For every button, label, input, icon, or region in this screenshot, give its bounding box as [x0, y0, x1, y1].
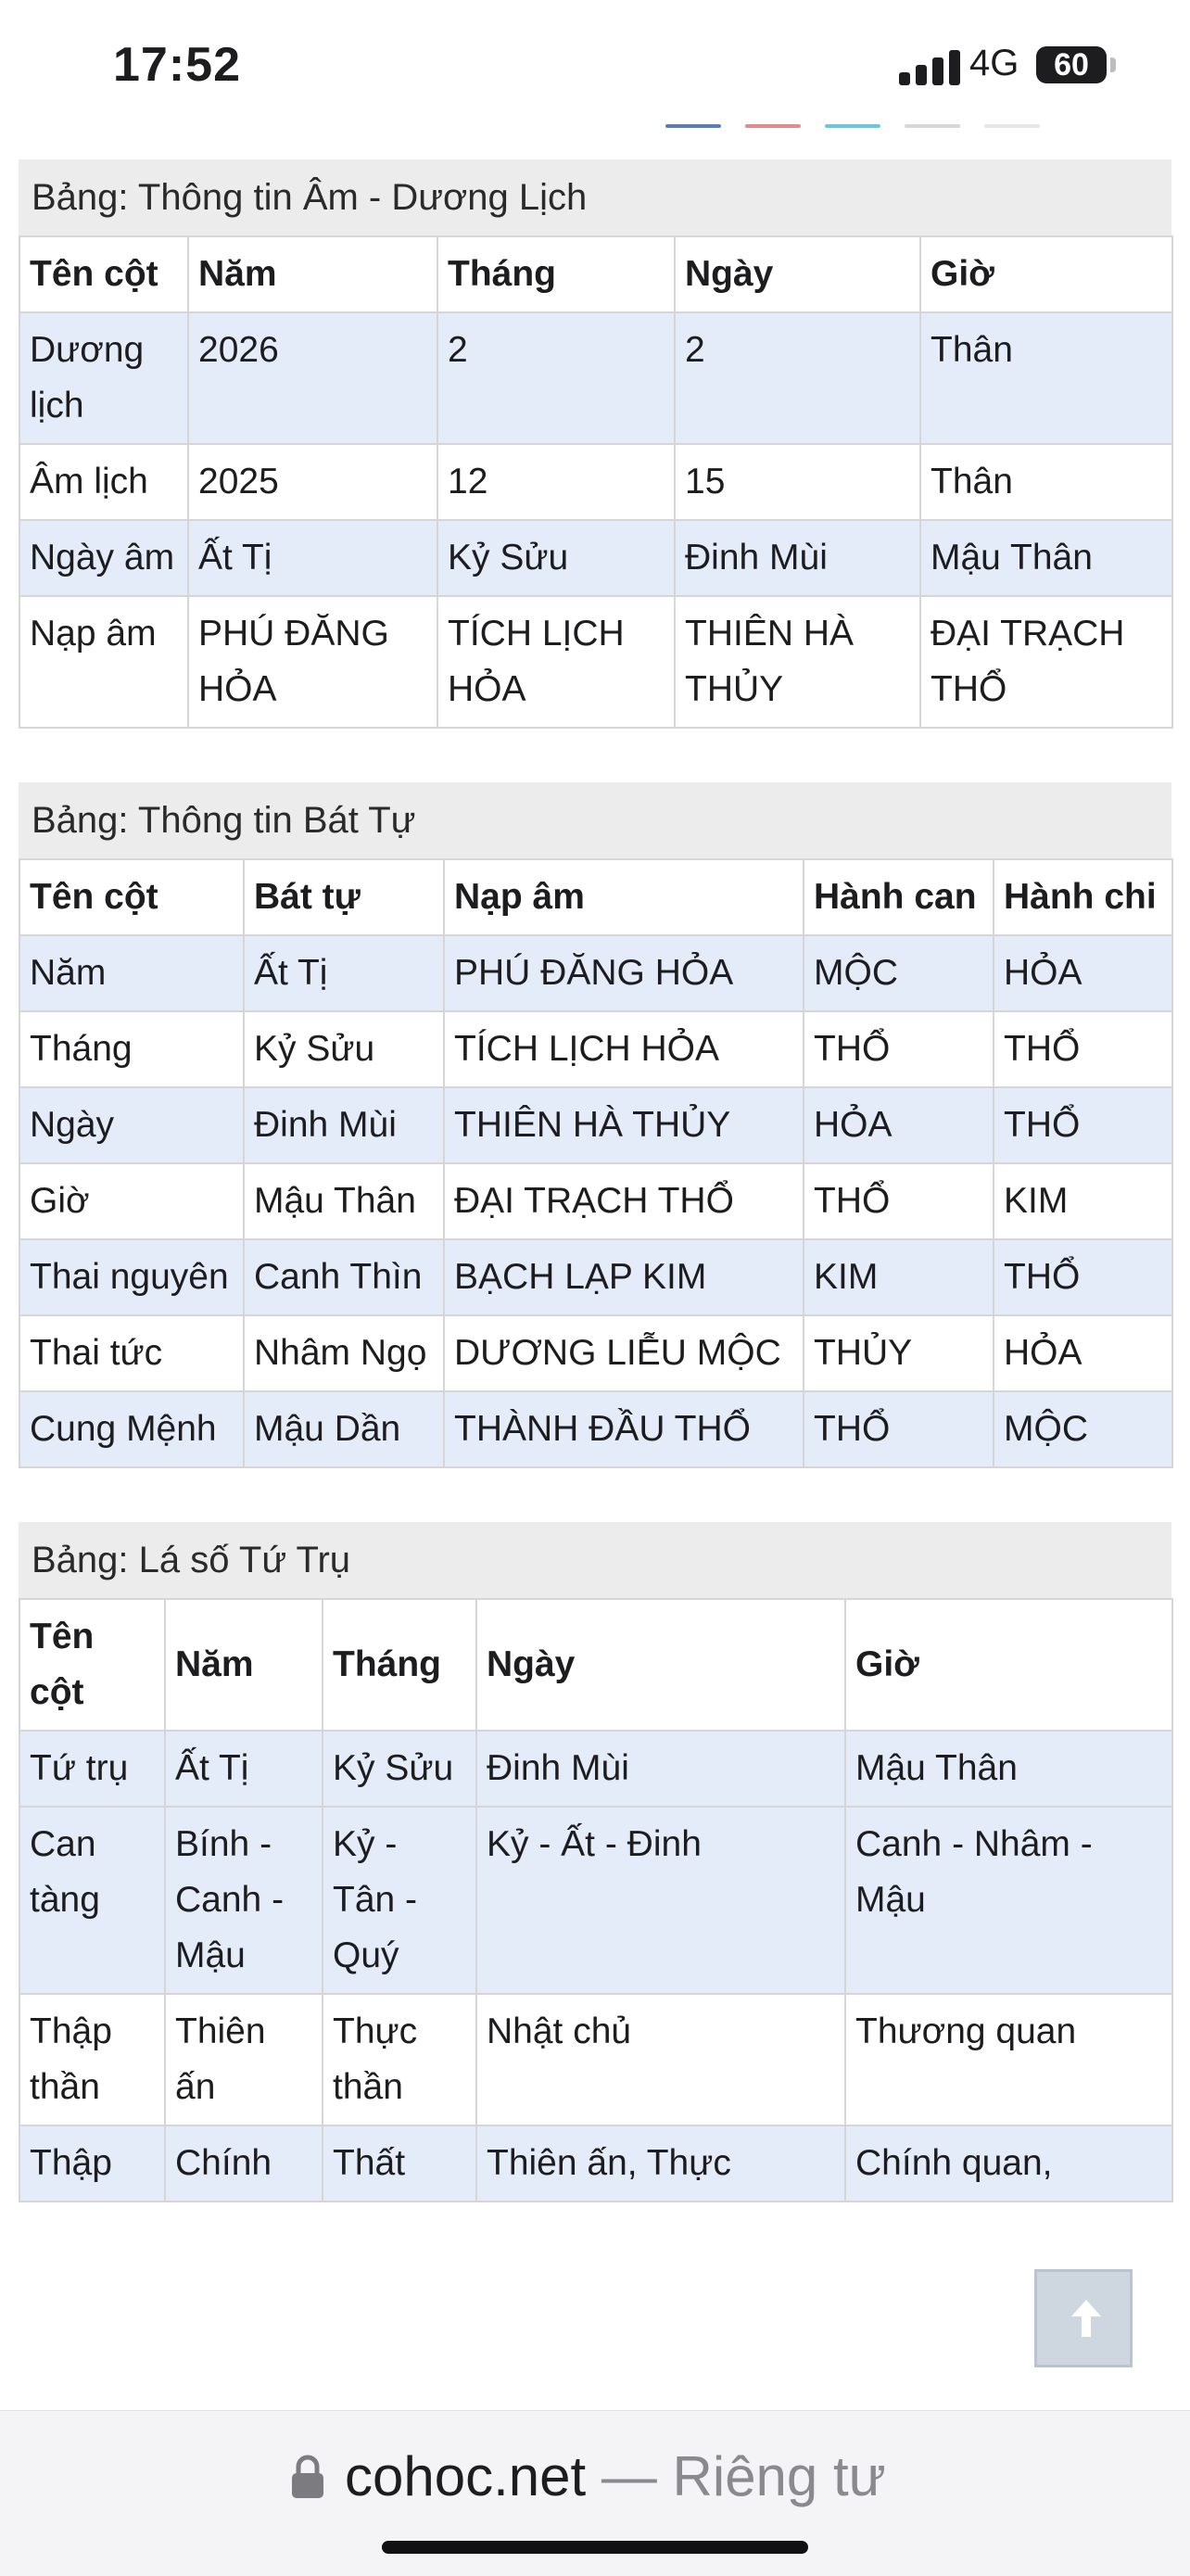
- table-row: [19, 1315, 1172, 1391]
- share-strip-other[interactable]: [984, 124, 1040, 128]
- table-row: [19, 520, 1172, 596]
- table-cell: Canh - Nhâm - Mậu: [845, 1807, 1172, 1994]
- battery-nub: [1110, 57, 1116, 72]
- table-cell: Kỷ - Ất - Đinh: [476, 1807, 845, 1994]
- table-cell: Nhâm Ngọ: [244, 1315, 444, 1391]
- table-caption: Bảng: Lá số Tứ Trụ: [19, 1522, 1171, 1598]
- url-privacy-label: — Riêng tư: [601, 2445, 886, 2507]
- table-caption: Bảng: Thông tin Âm - Dương Lịch: [19, 159, 1171, 235]
- header-cell: Hành can: [804, 859, 994, 935]
- table-cell: 2026: [188, 312, 437, 444]
- table-cell: Can tàng: [19, 1807, 165, 1994]
- header-cell: Bát tự: [244, 859, 444, 935]
- header-cell: Tháng: [437, 236, 675, 312]
- table-cell: Dương lịch: [19, 312, 188, 444]
- status-time: 17:52: [113, 38, 241, 92]
- tu-tru-table: [19, 1598, 1173, 2202]
- table-cell: Kỷ Sửu: [323, 1731, 476, 1807]
- table-cell: Thất: [323, 2126, 476, 2202]
- table-row: [19, 2126, 1172, 2202]
- table-cell: Kỷ Sửu: [437, 520, 675, 596]
- table-cell: Thực thần: [323, 1994, 476, 2126]
- table-cell: HỎA: [804, 1087, 994, 1163]
- table-cell: Đinh Mùi: [244, 1087, 444, 1163]
- url-domain: cohoc.net: [345, 2445, 587, 2507]
- table-cell: Chính quan,: [845, 2126, 1172, 2202]
- scroll-to-top-button[interactable]: [1034, 2269, 1133, 2367]
- table-cell: Mậu Thân: [244, 1163, 444, 1239]
- table-cell: Đinh Mùi: [675, 520, 920, 596]
- table-row: [19, 1391, 1172, 1467]
- table-cell: PHÚ ĐĂNG HỎA: [188, 596, 437, 728]
- share-strip-pinterest[interactable]: [745, 124, 801, 128]
- table-cell: 2025: [188, 444, 437, 520]
- table-cell: DƯƠNG LIỄU MỘC: [444, 1315, 804, 1391]
- table-cell: 15: [675, 444, 920, 520]
- table-cell: THỔ: [804, 1163, 994, 1239]
- table-cell: Thai nguyên: [19, 1239, 244, 1315]
- table-cell: 12: [437, 444, 675, 520]
- table-header-row: [19, 859, 1172, 935]
- table-cell: BẠCH LẠP KIM: [444, 1239, 804, 1315]
- lock-icon: [289, 2454, 326, 2500]
- share-strip-email[interactable]: [905, 124, 960, 128]
- table-cell: Thương quan: [845, 1994, 1172, 2126]
- share-strip-twitter[interactable]: [825, 124, 880, 128]
- table-cell: Âm lịch: [19, 444, 188, 520]
- browser-address-bar[interactable]: [0, 2410, 1190, 2576]
- table-row: [19, 1011, 1172, 1087]
- table-row: [19, 1087, 1172, 1163]
- table-cell: THỦY: [804, 1315, 994, 1391]
- table-row: [19, 1163, 1172, 1239]
- header-cell: Ngày: [476, 1599, 845, 1731]
- table-cell: THỔ: [994, 1239, 1172, 1315]
- table-cell: Mậu Dần: [244, 1391, 444, 1467]
- table-cell: THỔ: [994, 1011, 1172, 1087]
- table-row: [19, 596, 1172, 728]
- header-cell: Nạp âm: [444, 859, 804, 935]
- lunar-solar-table: [19, 235, 1173, 729]
- table-cell: Mậu Thân: [920, 520, 1172, 596]
- table-cell: Bính - Canh - Mậu: [165, 1807, 323, 1994]
- table-cell: THIÊN HÀ THỦY: [675, 596, 920, 728]
- table-cell: Kỷ Sửu: [244, 1011, 444, 1087]
- table-cell: MỘC: [804, 935, 994, 1011]
- table-row: [19, 312, 1172, 444]
- table-row: [19, 1239, 1172, 1315]
- table-cell: THỔ: [804, 1011, 994, 1087]
- table-cell: KIM: [804, 1239, 994, 1315]
- header-cell: Giờ: [920, 236, 1172, 312]
- table-cell: Nhật chủ: [476, 1994, 845, 2126]
- table-header-row: [19, 1599, 1172, 1731]
- battery-icon: 60: [1036, 46, 1107, 83]
- table-cell: MỘC: [994, 1391, 1172, 1467]
- header-cell: Tên cột: [19, 859, 244, 935]
- table-cell: ĐẠI TRẠCH THỔ: [920, 596, 1172, 728]
- table-cell: Ngày âm: [19, 520, 188, 596]
- table-cell: TÍCH LỊCH HỎA: [444, 1011, 804, 1087]
- table-cell: THÀNH ĐẦU THỔ: [444, 1391, 804, 1467]
- table-row: [19, 1807, 1172, 1994]
- table-cell: Canh Thìn: [244, 1239, 444, 1315]
- table-row: [19, 1731, 1172, 1807]
- table-cell: Ất Tị: [165, 1731, 323, 1807]
- tu-tru-table-section: [19, 1522, 1171, 2202]
- table-cell: Thập: [19, 2126, 165, 2202]
- table-cell: ĐẠI TRẠCH THỔ: [444, 1163, 804, 1239]
- table-cell: Thiên ấn: [165, 1994, 323, 2126]
- table-cell: Thập thần: [19, 1994, 165, 2126]
- header-cell: Hành chi: [994, 859, 1172, 935]
- header-cell: Giờ: [845, 1599, 1172, 1731]
- table-cell: Ất Tị: [188, 520, 437, 596]
- table-cell: THIÊN HÀ THỦY: [444, 1087, 804, 1163]
- header-cell: Tên cột: [19, 236, 188, 312]
- bat-tu-table: [19, 858, 1173, 1468]
- table-cell: Thân: [920, 444, 1172, 520]
- home-indicator[interactable]: [382, 2541, 808, 2554]
- table-cell: Thiên ấn, Thực: [476, 2126, 845, 2202]
- table-cell: Tháng: [19, 1011, 244, 1087]
- header-cell: Tên cột: [19, 1599, 165, 1731]
- table-cell: TÍCH LỊCH HỎA: [437, 596, 675, 728]
- table-cell: Mậu Thân: [845, 1731, 1172, 1807]
- table-cell: 2: [437, 312, 675, 444]
- header-cell: Tháng: [323, 1599, 476, 1731]
- table-cell: Cung Mệnh: [19, 1391, 244, 1467]
- header-cell: Ngày: [675, 236, 920, 312]
- page-content: [19, 159, 1171, 2256]
- arrow-up-icon: [1060, 2292, 1112, 2344]
- table-cell: Nạp âm: [19, 596, 188, 728]
- table-cell: PHÚ ĐĂNG HỎA: [444, 935, 804, 1011]
- table-header-row: [19, 236, 1172, 312]
- header-cell: Năm: [188, 236, 437, 312]
- table-cell: HỎA: [994, 1315, 1172, 1391]
- table-row: [19, 935, 1172, 1011]
- header-cell: Năm: [165, 1599, 323, 1731]
- lunar-solar-table-section: [19, 159, 1171, 729]
- table-cell: 2: [675, 312, 920, 444]
- table-cell: Ngày: [19, 1087, 244, 1163]
- status-bar: [0, 0, 1190, 130]
- table-cell: Năm: [19, 935, 244, 1011]
- address-url[interactable]: [345, 2444, 886, 2508]
- table-cell: Tứ trụ: [19, 1731, 165, 1807]
- cellular-signal-icon: [899, 50, 960, 85]
- table-cell: THỔ: [804, 1391, 994, 1467]
- table-cell: Giờ: [19, 1163, 244, 1239]
- table-cell: Ất Tị: [244, 935, 444, 1011]
- table-row: [19, 1994, 1172, 2126]
- table-cell: KIM: [994, 1163, 1172, 1239]
- bat-tu-table-section: [19, 782, 1171, 1468]
- table-caption: Bảng: Thông tin Bát Tự: [19, 782, 1171, 858]
- table-cell: Chính: [165, 2126, 323, 2202]
- table-cell: HỎA: [994, 935, 1172, 1011]
- table-row: [19, 444, 1172, 520]
- network-type: 4G: [969, 43, 1019, 83]
- table-cell: THỔ: [994, 1087, 1172, 1163]
- table-cell: Thai tức: [19, 1315, 244, 1391]
- table-cell: Thân: [920, 312, 1172, 444]
- share-strip-facebook[interactable]: [665, 124, 721, 128]
- table-cell: Đinh Mùi: [476, 1731, 845, 1807]
- table-cell: Kỷ - Tân - Quý: [323, 1807, 476, 1994]
